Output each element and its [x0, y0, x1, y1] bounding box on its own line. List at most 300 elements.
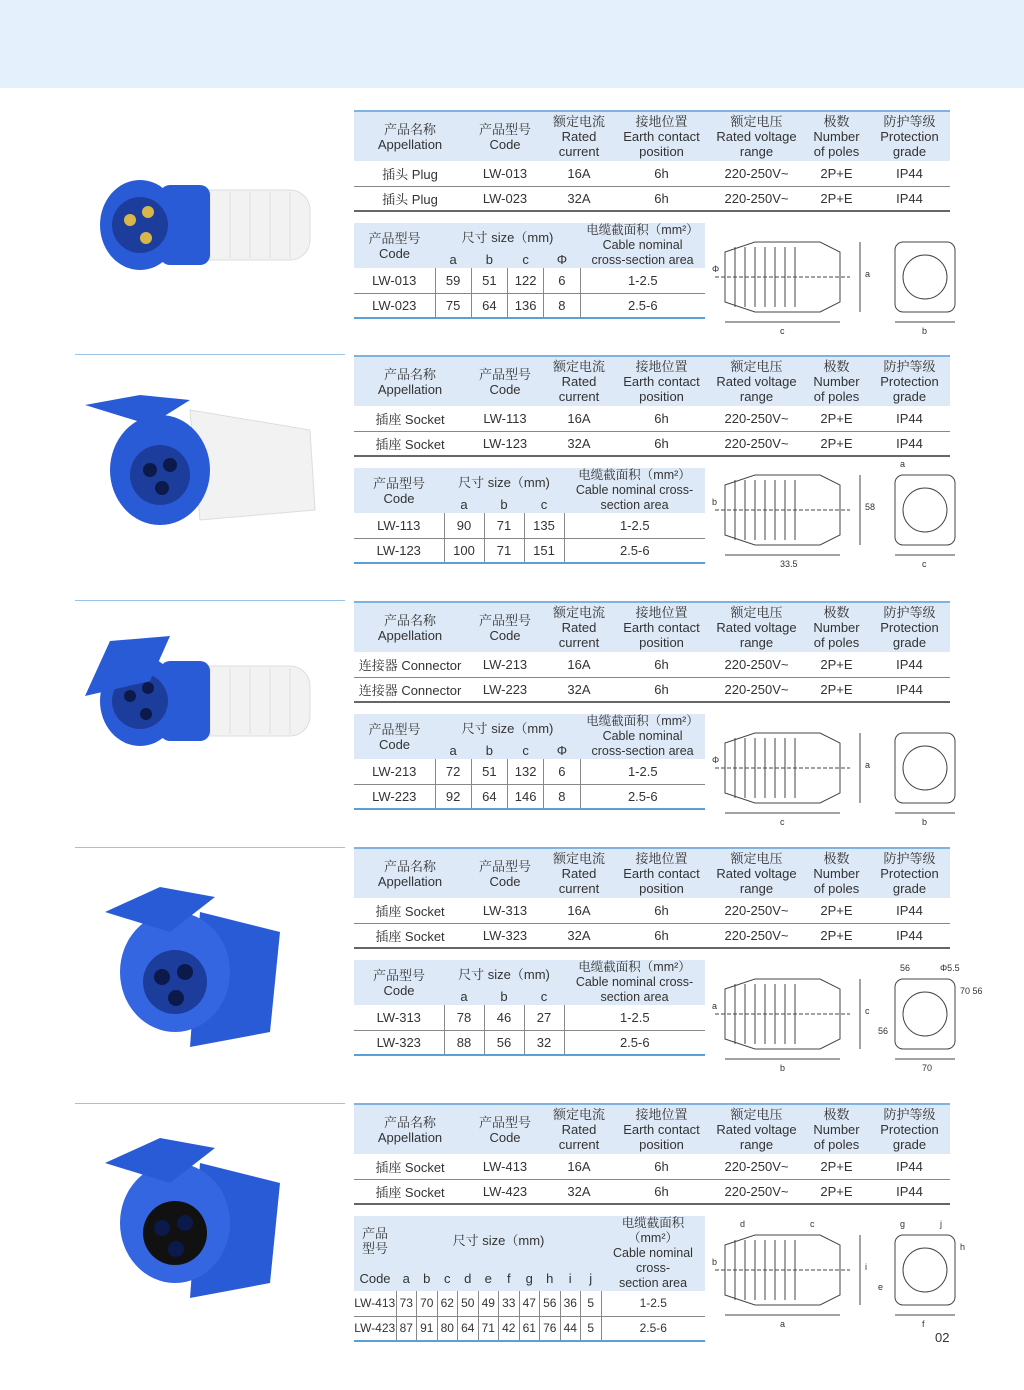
size-header: 尺寸 size（mm) — [444, 468, 564, 496]
spec-cell: 16A — [544, 898, 614, 923]
dimension-label: c — [810, 1219, 815, 1229]
dim-cell: LW-223 — [354, 784, 435, 809]
header-text: 额定电压 — [730, 114, 783, 129]
spec-cell: 220-250V~ — [709, 923, 804, 948]
spec-header — [466, 1104, 544, 1154]
header-text: 产品型号 — [368, 721, 421, 737]
spec-header — [869, 111, 950, 161]
dim-letter: f — [499, 1266, 520, 1292]
dim-letter: i — [560, 1266, 581, 1292]
spec-header — [614, 356, 709, 406]
dim-letter: c — [437, 1266, 458, 1292]
table-row — [354, 652, 950, 677]
table-row — [354, 677, 950, 702]
table-row — [354, 1154, 950, 1179]
spec-header — [709, 356, 804, 406]
header-text: Cable nominal cross- — [613, 1246, 693, 1275]
spec-table — [354, 110, 950, 212]
spec-cell: 220-250V~ — [709, 898, 804, 923]
spec-table — [354, 1103, 950, 1205]
header-text: 极数 — [823, 359, 850, 374]
dimension-label: e — [878, 1282, 884, 1292]
spec-cell: LW-023 — [466, 186, 544, 211]
cable-header — [564, 960, 705, 1005]
dim-cell: 91 — [417, 1316, 438, 1341]
dim-cell: 44 — [560, 1316, 581, 1341]
spec-cell: 插座 Socket — [354, 406, 466, 431]
dim-cell: 76 — [540, 1316, 561, 1341]
dimension-label: b — [712, 497, 718, 507]
dim-cell: 73 — [396, 1291, 417, 1316]
dim-cell: 71 — [484, 538, 524, 563]
spec-header — [466, 848, 544, 898]
table-row — [354, 161, 950, 186]
spec-cell: IP44 — [869, 1154, 950, 1179]
spec-cell: 2P+E — [804, 677, 869, 702]
header-text: Rated voltage — [716, 374, 797, 389]
spec-cell: 6h — [614, 898, 709, 923]
dim-cell: 42 — [499, 1316, 520, 1341]
header-text: 产品型号 — [478, 121, 531, 137]
spec-header — [354, 1104, 466, 1154]
spec-header — [869, 356, 950, 406]
header-text: current — [558, 1137, 600, 1152]
dim-cell: 8 — [544, 293, 580, 318]
table-row — [354, 1291, 705, 1316]
header-text: Rated voltage — [716, 129, 797, 144]
dim-letter: c — [524, 496, 564, 513]
spec-cell: 16A — [544, 1154, 614, 1179]
spec-header — [804, 111, 869, 161]
header-text: Appellation — [377, 627, 443, 643]
header-text: section area — [600, 498, 669, 512]
header-text: 接地位置 — [635, 605, 688, 620]
dim-cell: LW-013 — [354, 268, 435, 293]
header-text: position — [639, 881, 684, 896]
header-text: 产品型号 — [372, 475, 425, 491]
dim-cell: 135 — [524, 513, 564, 538]
dim-cell: 47 — [519, 1291, 540, 1316]
header-text: 防护等级 — [883, 851, 936, 866]
dim-cell: 72 — [435, 759, 471, 784]
spec-cell: LW-113 — [466, 406, 544, 431]
header-text: 产品名称 — [383, 121, 436, 137]
dim-cell: LW-313 — [354, 1005, 444, 1030]
dimension-label: c — [780, 326, 785, 336]
spec-header — [869, 848, 950, 898]
dim-cell: 6 — [544, 759, 580, 784]
size-header: 尺寸 size（mm) — [435, 714, 580, 742]
spec-header — [354, 356, 466, 406]
dim-cell: 78 — [444, 1005, 484, 1030]
spec-header — [614, 1104, 709, 1154]
dim-cell: 51 — [471, 268, 507, 293]
spec-cell: 连接器 Connector — [354, 677, 466, 702]
dim-cell: 5 — [581, 1316, 602, 1341]
dim-cell: 1-2.5 — [564, 513, 705, 538]
table-row — [354, 186, 950, 211]
spec-cell: 6h — [614, 1154, 709, 1179]
header-text: 极数 — [823, 851, 850, 866]
table-row — [354, 759, 705, 784]
dim-cell: 6 — [544, 268, 580, 293]
header-text: 产品型号 — [478, 612, 531, 628]
dim-letter: d — [458, 1266, 479, 1292]
header-text: grade — [892, 144, 927, 159]
spec-cell: 2P+E — [804, 406, 869, 431]
header-text: range — [739, 144, 774, 159]
spec-cell: 6h — [614, 923, 709, 948]
header-text: of poles — [813, 881, 860, 896]
spec-header — [804, 356, 869, 406]
header-text: position — [639, 635, 684, 650]
spec-header — [354, 111, 466, 161]
spec-cell: 插头 Plug — [354, 186, 466, 211]
header-text: 接地位置 — [635, 1107, 688, 1122]
spec-cell: LW-423 — [466, 1179, 544, 1204]
dim-letter: a — [435, 251, 471, 268]
dimension-label: g — [900, 1219, 906, 1229]
table-row — [354, 513, 705, 538]
dimension-label: b — [780, 1063, 786, 1073]
table-row — [354, 406, 950, 431]
dimension-label: a — [900, 459, 906, 469]
plug-image — [80, 150, 340, 330]
product-section-connector — [0, 601, 1024, 841]
spec-header — [804, 1104, 869, 1154]
dimension-label: a — [780, 1319, 786, 1329]
header-text: Code — [383, 490, 415, 506]
header-text: 额定电流 — [552, 1107, 605, 1122]
header-text: 额定电流 — [552, 605, 605, 620]
dimension-label: a — [865, 760, 871, 770]
product-section-surface-socket — [0, 355, 1024, 595]
table-row — [354, 923, 950, 948]
cable-header — [580, 223, 705, 268]
dimension-label: c — [922, 559, 927, 569]
header-text: Rated — [561, 1122, 597, 1137]
dim-cell: 27 — [524, 1005, 564, 1030]
code-header — [354, 223, 435, 268]
dim-letter: b — [417, 1266, 438, 1292]
code-header — [354, 1216, 396, 1266]
header-text: Cable nominal cross- — [575, 483, 694, 497]
dim-letter: b — [484, 496, 524, 513]
header-text: 额定电流 — [552, 851, 605, 866]
header-text: Appellation — [377, 381, 443, 397]
header-text: Code — [489, 627, 521, 643]
dimension-label: b — [712, 1257, 718, 1267]
spec-cell: 220-250V~ — [709, 161, 804, 186]
header-text: position — [639, 144, 684, 159]
header-text: 极数 — [823, 1107, 850, 1122]
dimension-label: Φ — [712, 264, 720, 274]
spec-cell: 220-250V~ — [709, 652, 804, 677]
spec-cell: 插座 Socket — [354, 431, 466, 456]
table-row — [354, 784, 705, 809]
header-text: Code — [378, 736, 411, 752]
header-text: Earth contact — [623, 1122, 700, 1137]
header-text: 接地位置 — [635, 851, 688, 866]
header-text: Earth contact — [623, 129, 700, 144]
header-text: 防护等级 — [883, 359, 936, 374]
header-text: 产品型号 — [478, 858, 531, 874]
size-header: 尺寸 size（mm) — [435, 223, 580, 251]
dim-cell: 51 — [471, 759, 507, 784]
table-row — [354, 1030, 705, 1055]
spec-header — [466, 602, 544, 652]
header-text: Rated — [561, 866, 597, 881]
dimension-drawing — [710, 455, 980, 575]
spec-header — [544, 1104, 614, 1154]
dim-cell: 32 — [524, 1030, 564, 1055]
header-text: range — [739, 881, 774, 896]
dim-cell: 2.5-6 — [564, 1030, 705, 1055]
spec-cell: 220-250V~ — [709, 1154, 804, 1179]
dimension-label: 70 56 — [960, 986, 983, 996]
spec-cell: 6h — [614, 406, 709, 431]
header-text: 电缆截面积（mm²） — [578, 468, 691, 482]
spec-cell: 220-250V~ — [709, 677, 804, 702]
header-text: 产品 — [361, 1225, 388, 1241]
dim-letter: Φ — [544, 251, 580, 268]
dim-cell: 122 — [508, 268, 544, 293]
spec-cell: 插座 Socket — [354, 898, 466, 923]
spec-header — [466, 111, 544, 161]
dimension-label: 56 — [878, 1026, 889, 1036]
dim-letter: b — [484, 988, 524, 1005]
header-text: 产品型号 — [478, 366, 531, 382]
header-text: 极数 — [823, 114, 850, 129]
header-text: 接地位置 — [635, 114, 688, 129]
dim-cell: 92 — [435, 784, 471, 809]
dim-cell: LW-113 — [354, 513, 444, 538]
dim-cell: LW-123 — [354, 538, 444, 563]
header-text: section area — [600, 990, 669, 1004]
spec-cell: 32A — [544, 923, 614, 948]
spec-header-row — [354, 356, 950, 406]
table-row — [354, 1005, 705, 1030]
spec-cell: 2P+E — [804, 161, 869, 186]
dimension-label: f — [922, 1319, 925, 1329]
dim-cell: 5 — [581, 1291, 602, 1316]
header-text: current — [558, 144, 600, 159]
spec-cell: 6h — [614, 431, 709, 456]
header-text: 产品名称 — [383, 1114, 436, 1130]
header-text: 额定电流 — [552, 114, 605, 129]
dimension-label: 58 — [865, 502, 876, 512]
header-text: 额定电压 — [730, 1107, 783, 1122]
dim-letter: c — [524, 988, 564, 1005]
dim-cell: 64 — [458, 1316, 479, 1341]
cable-header — [580, 714, 705, 759]
spec-cell: 6h — [614, 1179, 709, 1204]
spec-header — [869, 1104, 950, 1154]
spec-cell: 2P+E — [804, 431, 869, 456]
dim-cell: 64 — [471, 293, 507, 318]
dim-cell: 59 — [435, 268, 471, 293]
dim-cell: 2.5-6 — [564, 538, 705, 563]
dim-cell: 36 — [560, 1291, 581, 1316]
surface-socket-image — [80, 380, 340, 560]
table-row — [354, 1179, 950, 1204]
spec-cell: LW-223 — [466, 677, 544, 702]
spec-cell: IP44 — [869, 898, 950, 923]
spec-cell: 6h — [614, 161, 709, 186]
header-text: Cable nominal cross- — [575, 975, 694, 989]
dim-cell: 1-2.5 — [580, 759, 705, 784]
header-text: Number — [813, 866, 860, 881]
spec-cell: 32A — [544, 431, 614, 456]
spec-header-row — [354, 848, 950, 898]
cable-header — [601, 1216, 705, 1291]
spec-header — [614, 111, 709, 161]
dim-cell: 71 — [484, 513, 524, 538]
dim-cell: LW-413 — [354, 1291, 396, 1316]
header-text: 电缆截面积（mm²） — [621, 1216, 685, 1245]
header-text: of poles — [813, 389, 860, 404]
dimension-table — [354, 468, 705, 564]
dimension-label: b — [922, 817, 928, 827]
dimension-table — [354, 960, 705, 1056]
dimension-drawing — [710, 959, 983, 1079]
header-text: grade — [892, 1137, 927, 1152]
spec-cell: LW-323 — [466, 923, 544, 948]
panel-socket-image — [80, 872, 340, 1052]
spec-cell: 6h — [614, 186, 709, 211]
spec-cell: 2P+E — [804, 923, 869, 948]
dim-cell: 151 — [524, 538, 564, 563]
spec-cell: 220-250V~ — [709, 406, 804, 431]
spec-cell: 32A — [544, 1179, 614, 1204]
header-text: range — [739, 635, 774, 650]
header-text: Protection — [880, 1122, 939, 1137]
spec-header — [614, 602, 709, 652]
dim-letter: a — [435, 742, 471, 759]
header-text: Code — [489, 136, 521, 152]
dim-letter: b — [471, 742, 507, 759]
spec-header — [709, 1104, 804, 1154]
header-text: Cable nominal — [602, 729, 683, 743]
header-text: Protection — [880, 129, 939, 144]
dim-cell: 49 — [478, 1291, 499, 1316]
spec-cell: 220-250V~ — [709, 1179, 804, 1204]
spec-header-row — [354, 111, 950, 161]
header-text: range — [739, 389, 774, 404]
dim-cell: LW-213 — [354, 759, 435, 784]
header-text: 极数 — [823, 605, 850, 620]
dim-letter: Φ — [544, 742, 580, 759]
dim-cell: 75 — [435, 293, 471, 318]
header-text: Earth contact — [623, 374, 700, 389]
dim-letter: c — [508, 251, 544, 268]
spec-header-row — [354, 602, 950, 652]
header-text: current — [558, 389, 600, 404]
dimension-table — [354, 223, 705, 319]
product-section-panel-socket — [0, 847, 1024, 1087]
header-text: 产品名称 — [383, 858, 436, 874]
dim-cell: 1-2.5 — [564, 1005, 705, 1030]
dimension-label: d — [740, 1219, 746, 1229]
dim-letter: b — [471, 251, 507, 268]
dim-letter: h — [540, 1266, 561, 1292]
dim-cell: 56 — [540, 1291, 561, 1316]
spec-header — [804, 602, 869, 652]
dim-cell: 61 — [519, 1316, 540, 1341]
header-text: Appellation — [377, 136, 443, 152]
size-header: 尺寸 size（mm) — [444, 960, 564, 988]
header-text: current — [558, 881, 600, 896]
spec-cell: LW-313 — [466, 898, 544, 923]
header-text: Code — [383, 982, 415, 998]
dimension-drawing — [710, 222, 980, 342]
spec-header — [614, 848, 709, 898]
angled-panel-socket-image — [80, 1123, 340, 1303]
header-text: 产品型号 — [372, 967, 425, 983]
spec-cell: 220-250V~ — [709, 186, 804, 211]
dimension-label: Φ — [712, 755, 720, 765]
dimension-label: 70 — [922, 1063, 933, 1073]
header-text: 防护等级 — [883, 114, 936, 129]
header-text: Earth contact — [623, 866, 700, 881]
dim-letter: j — [581, 1266, 602, 1292]
header-text: Protection — [880, 374, 939, 389]
dim-letter: c — [508, 742, 544, 759]
code-header: Code — [354, 1266, 396, 1292]
dim-cell: 50 — [458, 1291, 479, 1316]
dim-letter: a — [444, 988, 484, 1005]
spec-cell: 32A — [544, 677, 614, 702]
header-text: of poles — [813, 1137, 860, 1152]
spec-cell: 16A — [544, 161, 614, 186]
dim-cell: 64 — [471, 784, 507, 809]
code-header — [354, 714, 435, 759]
spec-cell: LW-013 — [466, 161, 544, 186]
header-text: 接地位置 — [635, 359, 688, 374]
header-text: 电缆截面积（mm²） — [578, 960, 691, 974]
dimension-label: h — [960, 1242, 966, 1252]
dim-letter: g — [519, 1266, 540, 1292]
header-text: 额定电压 — [730, 605, 783, 620]
header-text: Protection — [880, 866, 939, 881]
header-text: current — [558, 635, 600, 650]
header-text: range — [739, 1137, 774, 1152]
spec-cell: 2P+E — [804, 652, 869, 677]
spec-cell: IP44 — [869, 1179, 950, 1204]
dim-cell: 132 — [508, 759, 544, 784]
dim-cell: LW-323 — [354, 1030, 444, 1055]
header-text: cross-section area — [591, 253, 694, 267]
dim-cell: 80 — [437, 1316, 458, 1341]
header-text: position — [639, 1137, 684, 1152]
dimension-label: Φ5.5 — [940, 963, 960, 973]
spec-cell: 16A — [544, 652, 614, 677]
table-row — [354, 898, 950, 923]
table-row — [354, 1316, 705, 1341]
header-text: Code — [489, 381, 521, 397]
spec-cell: 6h — [614, 677, 709, 702]
dimension-label: c — [865, 1006, 870, 1016]
dimension-drawing — [710, 1215, 980, 1335]
spec-cell: 插座 Socket — [354, 1179, 466, 1204]
header-text: Rated voltage — [716, 1122, 797, 1137]
table-row — [354, 431, 950, 456]
code-header — [354, 468, 444, 513]
cable-header — [564, 468, 705, 513]
spec-cell: 插座 Socket — [354, 1154, 466, 1179]
spec-table — [354, 847, 950, 949]
dimension-label: 33.5 — [780, 559, 798, 569]
